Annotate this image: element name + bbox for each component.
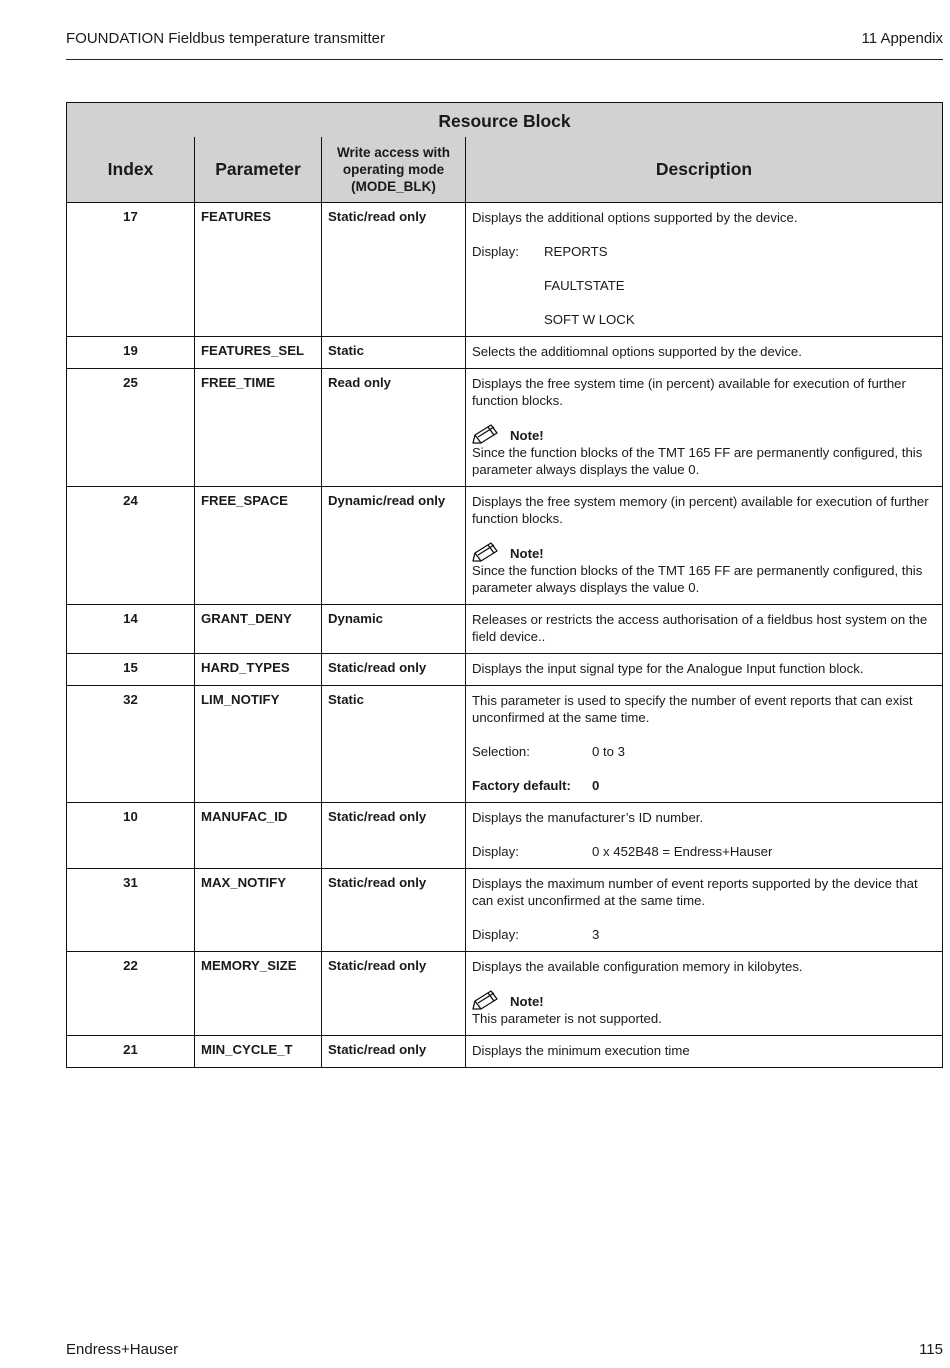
display-option: REPORTS bbox=[544, 244, 608, 259]
display-label: Display: bbox=[472, 927, 519, 942]
cell-description bbox=[466, 369, 943, 487]
table-row bbox=[67, 869, 943, 952]
cell-index: 22 bbox=[67, 952, 195, 1036]
cell-access: Static bbox=[322, 337, 466, 369]
cell-access: Static/read only bbox=[322, 203, 466, 337]
cell-parameter: FREE_SPACE bbox=[195, 487, 322, 605]
selection-value: 0 to 3 bbox=[592, 744, 625, 759]
header-access-line-3: (MODE_BLK) bbox=[351, 178, 436, 194]
cell-access: Static/read only bbox=[322, 952, 466, 1036]
cell-parameter: FREE_TIME bbox=[195, 369, 322, 487]
table-row bbox=[67, 487, 943, 605]
display-line bbox=[472, 243, 936, 260]
cell-parameter: MIN_CYCLE_T bbox=[195, 1036, 322, 1068]
column-header-parameter: Parameter bbox=[195, 137, 322, 203]
display-line bbox=[472, 311, 936, 328]
factory-default-label: Factory default: bbox=[472, 778, 571, 793]
cell-parameter: GRANT_DENY bbox=[195, 605, 322, 654]
resource-block-table bbox=[66, 102, 943, 1068]
page-number: 115 bbox=[919, 1341, 943, 1358]
pencil-note-icon bbox=[472, 540, 502, 562]
cell-index: 10 bbox=[67, 803, 195, 869]
description-text: Displays the maximum number of event reports supported by the device that can exist unconfirmed at the same time. bbox=[472, 876, 918, 908]
note-text: Since the function blocks of the TMT 165 FF are permanently configured, this parameter always displays the value 0. bbox=[472, 563, 923, 595]
cell-description bbox=[466, 686, 943, 803]
cell-parameter: LIM_NOTIFY bbox=[195, 686, 322, 803]
display-value: 3 bbox=[592, 927, 600, 942]
display-line bbox=[472, 926, 936, 943]
cell-index: 17 bbox=[67, 203, 195, 337]
cell-index: 24 bbox=[67, 487, 195, 605]
note-label: Note! bbox=[510, 994, 544, 1009]
cell-access: Static/read only bbox=[322, 654, 466, 686]
cell-description bbox=[466, 1036, 943, 1068]
cell-access: Static/read only bbox=[322, 1036, 466, 1068]
page-header bbox=[66, 30, 943, 60]
cell-index: 31 bbox=[67, 869, 195, 952]
display-label: Display: bbox=[472, 244, 519, 259]
note-label: Note! bbox=[510, 428, 544, 443]
cell-description bbox=[466, 654, 943, 686]
cell-access: Read only bbox=[322, 369, 466, 487]
header-access-line-2: operating mode bbox=[342, 161, 445, 177]
column-header-write-access bbox=[322, 137, 466, 203]
company-name: Endress+Hauser bbox=[66, 1341, 179, 1358]
table-row bbox=[67, 1036, 943, 1068]
description-text: Displays the manufacturer’s ID number. bbox=[472, 810, 704, 825]
description-text: Displays the additional options supported by the device. bbox=[472, 210, 798, 225]
table-row bbox=[67, 654, 943, 686]
cell-access: Dynamic bbox=[322, 605, 466, 654]
description-text: Displays the input signal type for the Analogue Input function block. bbox=[472, 661, 864, 676]
cell-index: 21 bbox=[67, 1036, 195, 1068]
cell-access: Static bbox=[322, 686, 466, 803]
table-row bbox=[67, 686, 943, 803]
column-header-description: Description bbox=[466, 137, 943, 203]
note-block bbox=[472, 426, 936, 478]
cell-parameter: MAX_NOTIFY bbox=[195, 869, 322, 952]
document-title: FOUNDATION Fieldbus temperature transmitter bbox=[66, 30, 385, 47]
cell-parameter: HARD_TYPES bbox=[195, 654, 322, 686]
selection-label: Selection: bbox=[472, 744, 530, 759]
table-row bbox=[67, 803, 943, 869]
display-line bbox=[472, 277, 936, 294]
cell-parameter: MEMORY_SIZE bbox=[195, 952, 322, 1036]
note-text: Since the function blocks of the TMT 165 FF are permanently configured, this parameter always displays the value 0. bbox=[472, 445, 923, 477]
table-row bbox=[67, 605, 943, 654]
cell-description bbox=[466, 869, 943, 952]
cell-description bbox=[466, 952, 943, 1036]
chapter-title: 11 Appendix bbox=[861, 30, 943, 47]
display-label: Display: bbox=[472, 844, 519, 859]
description-text: Releases or restricts the access authorisation of a fieldbus host system on the field device.. bbox=[472, 612, 928, 644]
header-access-line-1: Write access with bbox=[336, 144, 451, 160]
cell-index: 25 bbox=[67, 369, 195, 487]
pencil-note-icon bbox=[472, 422, 502, 444]
note-block bbox=[472, 544, 936, 596]
cell-description bbox=[466, 803, 943, 869]
description-text: Displays the free system memory (in percent) available for execution of further function blocks. bbox=[472, 494, 929, 526]
factory-default-line bbox=[472, 777, 936, 794]
cell-index: 15 bbox=[67, 654, 195, 686]
description-text: This parameter is used to specify the number of event reports that can exist unconfirmed at the same time. bbox=[472, 693, 913, 725]
table-row bbox=[67, 952, 943, 1036]
cell-description bbox=[466, 337, 943, 369]
cell-description bbox=[466, 487, 943, 605]
cell-index: 32 bbox=[67, 686, 195, 803]
cell-description bbox=[466, 203, 943, 337]
cell-parameter: FEATURES bbox=[195, 203, 322, 337]
pencil-note-icon bbox=[472, 988, 502, 1010]
display-option: FAULTSTATE bbox=[544, 278, 625, 293]
cell-access: Dynamic/read only bbox=[322, 487, 466, 605]
table-row bbox=[67, 337, 943, 369]
cell-description bbox=[466, 605, 943, 654]
description-text: Displays the free system time (in percent) available for execution of further function blocks. bbox=[472, 376, 906, 408]
cell-access: Static/read only bbox=[322, 869, 466, 952]
cell-parameter: FEATURES_SEL bbox=[195, 337, 322, 369]
note-label: Note! bbox=[510, 546, 544, 561]
cell-parameter: MANUFAC_ID bbox=[195, 803, 322, 869]
factory-default-value: 0 bbox=[592, 778, 600, 793]
display-option: SOFT W LOCK bbox=[544, 312, 635, 327]
note-text: This parameter is not supported. bbox=[472, 1011, 662, 1026]
description-text: Displays the available configuration memory in kilobytes. bbox=[472, 959, 803, 974]
table-title: Resource Block bbox=[67, 103, 943, 137]
selection-line bbox=[472, 743, 936, 760]
description-text: Selects the additiomnal options supported by the device. bbox=[472, 344, 802, 359]
cell-index: 14 bbox=[67, 605, 195, 654]
column-header-index: Index bbox=[67, 137, 195, 203]
table-row bbox=[67, 369, 943, 487]
note-block bbox=[472, 992, 936, 1027]
display-line bbox=[472, 843, 936, 860]
page-footer bbox=[66, 1341, 943, 1361]
table-row bbox=[67, 203, 943, 337]
description-text: Displays the minimum execution time bbox=[472, 1043, 690, 1058]
display-value: 0 x 452B48 = Endress+Hauser bbox=[592, 844, 773, 859]
cell-access: Static/read only bbox=[322, 803, 466, 869]
cell-index: 19 bbox=[67, 337, 195, 369]
